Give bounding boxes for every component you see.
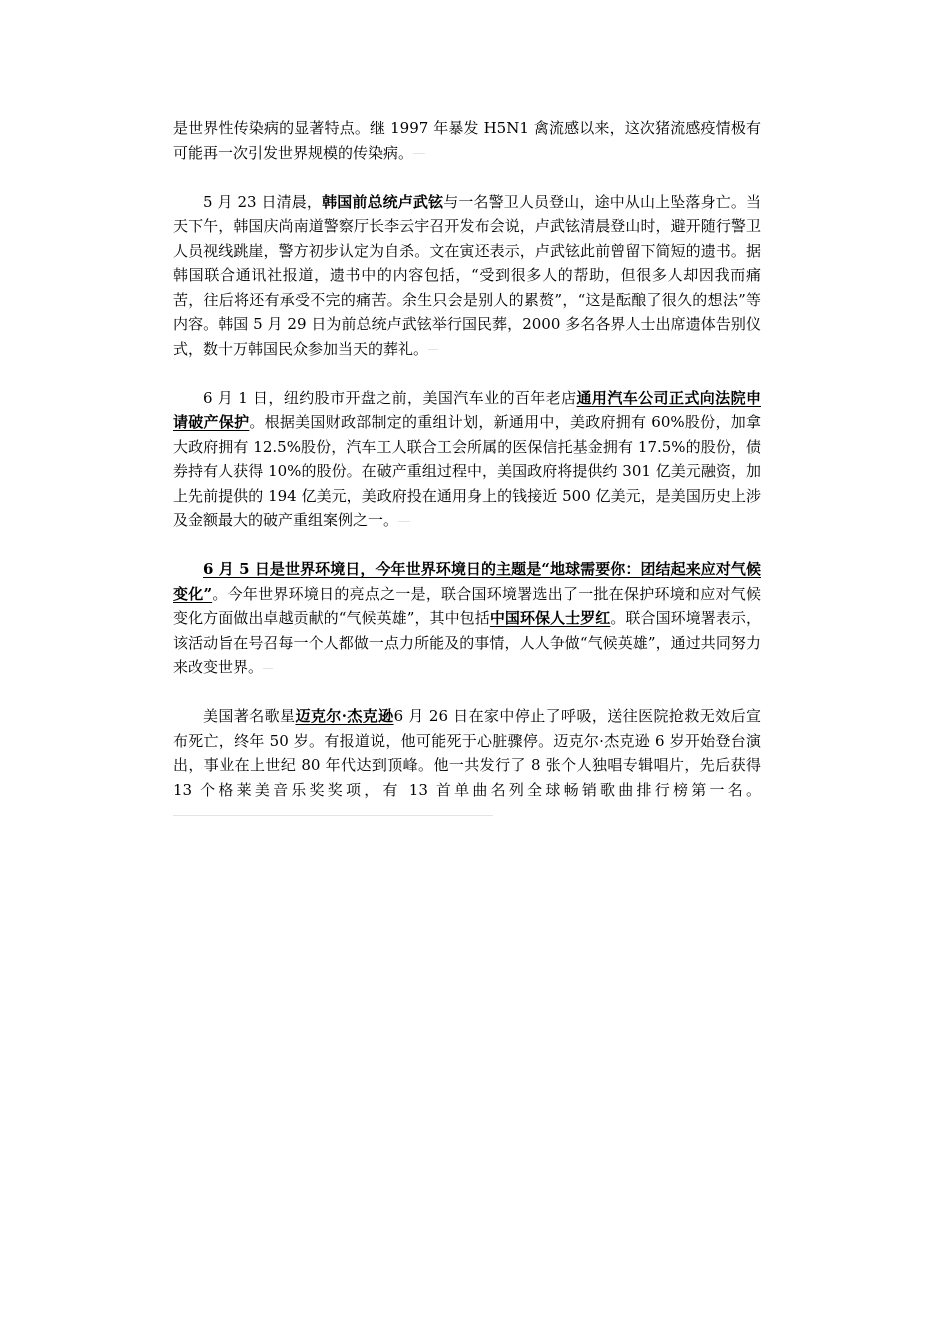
- trailing-line: [173, 815, 493, 816]
- paragraph-environment-day: [173, 557, 761, 680]
- paragraph-text: 。根据美国财政部制定的重组计划，新通用中，美政府拥有 60%股份，加拿大政府拥有 12.5%股份，汽车工人联合工会所属的医保信托基金拥有 17.5%的股份，债券持有人获得 10%的股份。在破产重组过程中，美国政府将提供约 301 亿美元融资，加上先前提供的 194 亿美元，美政府投在通用身上的钱接近 500 亿美元，是美国历史上涉及金额最大的破产重组案例之一。: [173, 413, 761, 529]
- paragraph-roh-moo-hyun: [173, 190, 761, 362]
- trailing-line: [428, 349, 438, 350]
- paragraph-text: 是世界性传染病的显著特点。继 1997 年暴发 H5N1 禽流感以来，这次猪流感疫情极有可能再一次引发世界规模的传染病。: [173, 119, 761, 162]
- underlined-highlight: 中国环保人士罗红: [489, 609, 611, 627]
- paragraph-text: 6 月 26 日在家中停止了呼吸，送往医院抢救无效后宣布死亡，终年 50 岁。有报道说，他可能死于心脏骤停。迈克尔·杰克逊 6 岁开始登台演出，事业在上世纪 80 年代达到顶峰。他一共发行了 8 张个人独唱专辑唱片，先后获得 13 个格莱美音乐奖奖项，有 13 首单曲名列全球畅销歌曲排行榜第一名。: [173, 707, 761, 799]
- paragraph-text: 。今年世界环境日的亮点之一是，联合国环境署选出了一批在保护环境和应对气候变化方面做出卓越贡献的“气候英雄”，其中包括: [173, 584, 761, 627]
- paragraph-text: 。联合国环境署表示，该活动旨在号召每一个人都做一点力所能及的事情，人人争做“气候英雄”，通过共同努力来改变世界。: [173, 609, 761, 676]
- trailing-line: [413, 153, 425, 154]
- paragraph-swine-flu: [173, 116, 761, 165]
- underlined-highlight: 迈克尔·杰克逊: [295, 707, 394, 725]
- bold-highlight: 韩国前总统卢武铉: [322, 192, 444, 211]
- underlined-highlight: 6 月 5 日是世界环境日，今年世界环境日的主题是“地球需要你：团结起来应对气候变化”: [173, 560, 761, 603]
- paragraph-michael-jackson: [173, 704, 761, 827]
- trailing-line: [398, 521, 410, 522]
- article-body: [173, 116, 761, 851]
- paragraph-general-motors: [173, 386, 761, 533]
- paragraph-text: 6 月 1 日，纽约股市开盘之前，美国汽车业的百年老店: [203, 388, 577, 407]
- paragraph-text: 与一名警卫人员登山，途中从山上坠落身亡。当天下午，韩国庆尚南道警察厅长李云宇召开发布会说，卢武铉清晨登山时，避开随行警卫人员视线跳崖，警方初步认定为自杀。文在寅还表示，卢武铉此前曾留下简短的遗书。据韩国联合通讯社报道，遗书中的内容包括，“受到很多人的帮助，但很多人却因我而痛苦，往后将还有承受不完的痛苦。余生只会是别人的累赘”，“这是酝酿了很久的想法”等内容。韩国 5 月 29 日为前总统卢武铉举行国民葬，2000 多名各界人士出席遗体告别仪式，数十万韩国民众参加当天的葬礼。: [173, 192, 761, 358]
- trailing-line: [263, 668, 273, 669]
- underlined-highlight: 通用汽车公司正式向法院申请破产保护: [173, 388, 761, 431]
- paragraph-text: 美国著名歌星: [203, 707, 296, 725]
- paragraph-text: 5 月 23 日清晨，: [203, 192, 323, 211]
